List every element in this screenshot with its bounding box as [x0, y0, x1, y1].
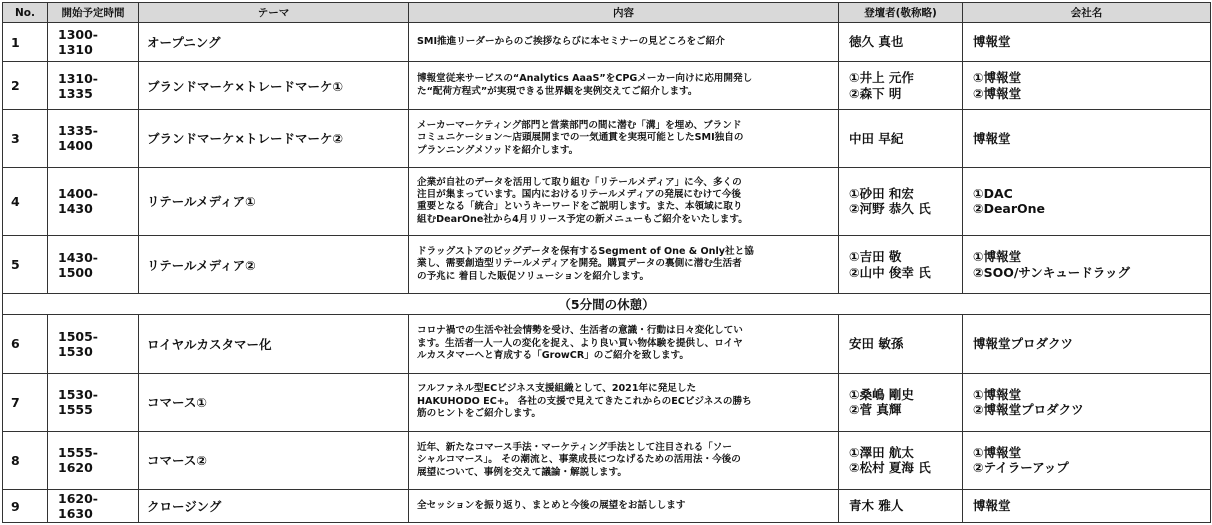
speaker-line: 安田 敏孫	[849, 336, 904, 352]
row-content	[409, 490, 839, 523]
speaker-line: 徳久 真也	[849, 34, 904, 50]
content-line: 注目が集まっています。国内におけるリテールメディアの発展にむけて今後	[417, 189, 741, 201]
row-company	[963, 315, 1211, 373]
row-theme: クロージング	[139, 490, 409, 523]
row-content	[409, 431, 839, 489]
row-no: 6	[3, 315, 48, 373]
content-line: 筋のヒントをご紹介します。	[417, 408, 541, 420]
company-line: ①DAC	[973, 185, 1013, 201]
speaker-line: ①澤田 航太	[849, 444, 914, 460]
row-no: 1	[3, 23, 48, 62]
row-no: 7	[3, 373, 48, 431]
row-theme: オープニング	[139, 23, 409, 62]
row-speaker	[839, 23, 963, 62]
company-line: ①博報堂	[973, 386, 1022, 402]
company-line: ②SOO/サンキュードラッグ	[973, 264, 1131, 280]
table-row	[3, 109, 1211, 167]
row-time: 1310-1335	[48, 62, 139, 110]
row-no: 8	[3, 431, 48, 489]
table-row	[3, 315, 1211, 373]
speaker-line: ①吉田 敬	[849, 248, 902, 264]
content-line: コロナ禍での生活や社会情勢を受け、生活者の意識・行動は日々変化してい	[417, 325, 743, 337]
row-company	[963, 235, 1211, 293]
row-company	[963, 490, 1211, 523]
content-line: 重要となる「統合」というキーワードをご説明します。また、本領域に取り	[417, 201, 743, 213]
content-line: 全セッションを振り返り、まとめと今後の展望をお話しします	[417, 499, 686, 511]
header-company: 会社名	[963, 3, 1211, 23]
content-line: 博報堂従来サービスの“Analytics AaaS”をCPGメーカー向けに応用開発し	[417, 73, 753, 85]
row-speaker	[839, 373, 963, 431]
row-speaker	[839, 490, 963, 523]
row-company	[963, 109, 1211, 167]
row-time: 1335-1400	[48, 109, 139, 167]
content-line: メーカーマーケティング部門と営業部門の間に潜む「溝」を埋め、ブランド	[417, 119, 742, 131]
schedule-body	[3, 23, 1211, 523]
speaker-line: ②松村 夏海 氏	[849, 460, 931, 476]
speaker-line: 中田 早紀	[849, 130, 904, 146]
row-time: 1300-1310	[48, 23, 139, 62]
header-content: 内容	[409, 3, 839, 23]
row-speaker	[839, 109, 963, 167]
row-theme: リテールメディア①	[139, 168, 409, 236]
table-row	[3, 373, 1211, 431]
row-speaker	[839, 315, 963, 373]
row-time: 1620-1630	[48, 490, 139, 523]
row-time: 1430-1500	[48, 235, 139, 293]
speaker-line: 青木 雅人	[849, 498, 904, 514]
company-line: ①博報堂	[973, 248, 1022, 264]
row-speaker	[839, 431, 963, 489]
row-time: 1555-1620	[48, 431, 139, 489]
row-theme: ロイヤルカスタマー化	[139, 315, 409, 373]
speaker-line: ②森下 明	[849, 85, 902, 101]
content-line: 業し、需要創造型リテールメディアを開発。購買データの裏側に潜む生活者	[417, 258, 742, 270]
company-line: ①博報堂	[973, 444, 1022, 460]
content-line: 展望について、事例を交えて議論・解説します。	[417, 466, 627, 478]
speaker-line: ①桑嶋 剛史	[849, 386, 914, 402]
content-line: プランニングメソッドを紹介します。	[417, 144, 579, 156]
company-line: ②博報堂プロダクツ	[973, 402, 1084, 418]
row-theme: ブランドマーケ×トレードマーケ②	[139, 109, 409, 167]
row-content	[409, 373, 839, 431]
schedule-table	[2, 2, 1211, 523]
row-time: 1505-1530	[48, 315, 139, 373]
row-content	[409, 168, 839, 236]
header-no: No.	[3, 3, 48, 23]
content-line: 組むDearOne社から4月リリース予定の新メニューもご紹介をいたします。	[417, 213, 748, 225]
row-no: 3	[3, 109, 48, 167]
speaker-line: ②山中 俊幸 氏	[849, 264, 931, 280]
row-company	[963, 431, 1211, 489]
table-row	[3, 235, 1211, 293]
table-row	[3, 62, 1211, 110]
header-row	[3, 3, 1211, 23]
header-speaker: 登壇者(敬称略)	[839, 3, 963, 23]
table-row	[3, 23, 1211, 62]
row-content	[409, 23, 839, 62]
row-speaker	[839, 168, 963, 236]
row-time: 1530-1555	[48, 373, 139, 431]
content-line: コミュニケーション～店頭展開までの一気通貫を実現可能としたSMI独自の	[417, 132, 744, 144]
content-line: の予兆に 着目した販促ソリューションを紹介します。	[417, 270, 650, 282]
row-company	[963, 373, 1211, 431]
row-speaker	[839, 62, 963, 110]
content-line: フルファネル型ECビジネス支援組織として、2021年に発足した	[417, 383, 697, 395]
break-label: （5分間の休憩）	[3, 294, 1211, 315]
row-content	[409, 62, 839, 110]
content-line: HAKUHODO EC+。 各社の支援で見えてきたこれからのECビジネスの勝ち	[417, 395, 752, 407]
company-line: 博報堂	[973, 130, 1011, 146]
content-line: 近年、新たなコマース手法・マーケティング手法として注目される「ソー	[417, 441, 732, 453]
row-company	[963, 23, 1211, 62]
break-row	[3, 294, 1211, 315]
table-row	[3, 168, 1211, 236]
company-line: ②博報堂	[973, 85, 1022, 101]
row-theme: コマース①	[139, 373, 409, 431]
row-theme: ブランドマーケ×トレードマーケ①	[139, 62, 409, 110]
speaker-line: ①砂田 和宏	[849, 185, 914, 201]
speaker-line: ②菅 真輝	[849, 402, 902, 418]
content-line: ます。生活者一人一人の変化を捉え、より良い買い物体験を提供し、ロイヤ	[417, 337, 743, 349]
content-line: ドラッグストアのビッグデータを保有するSegment of One & Only社と協	[417, 245, 754, 257]
row-speaker	[839, 235, 963, 293]
row-content	[409, 315, 839, 373]
row-content	[409, 235, 839, 293]
row-no: 9	[3, 490, 48, 523]
header-theme: テーマ	[139, 3, 409, 23]
row-time: 1400-1430	[48, 168, 139, 236]
row-no: 5	[3, 235, 48, 293]
row-no: 4	[3, 168, 48, 236]
speaker-line: ②河野 恭久 氏	[849, 201, 931, 217]
row-theme: リテールメディア②	[139, 235, 409, 293]
row-no: 2	[3, 62, 48, 110]
table-row	[3, 431, 1211, 489]
speaker-line: ①井上 元作	[849, 69, 914, 85]
header-start-time: 開始予定時間	[48, 3, 139, 23]
table-row	[3, 490, 1211, 523]
company-line: 博報堂	[973, 34, 1011, 50]
company-line: 博報堂プロダクツ	[973, 336, 1074, 352]
row-theme: コマース②	[139, 431, 409, 489]
company-line: ①博報堂	[973, 69, 1022, 85]
content-line: た“配荷方程式”が実現できる世界観を実例交えてご紹介します。	[417, 85, 698, 97]
company-line: ②テイラーアップ	[973, 460, 1069, 476]
content-line: シャルコマース」。 その潮流と、事業成長につなげるための活用法・今後の	[417, 454, 741, 466]
company-line: 博報堂	[973, 498, 1011, 514]
row-content	[409, 109, 839, 167]
content-line: SMI推進リーダーからのご挨拶ならびに本セミナーの見どころをご紹介	[417, 35, 725, 47]
content-line: 企業が自社のデータを活用して取り組む「リテールメディア」に今、多くの	[417, 176, 742, 188]
company-line: ②DearOne	[973, 201, 1046, 217]
content-line: ルカスタマーへと育成する「GrowCR」のご紹介を致します。	[417, 350, 689, 362]
row-company	[963, 168, 1211, 236]
row-company	[963, 62, 1211, 110]
